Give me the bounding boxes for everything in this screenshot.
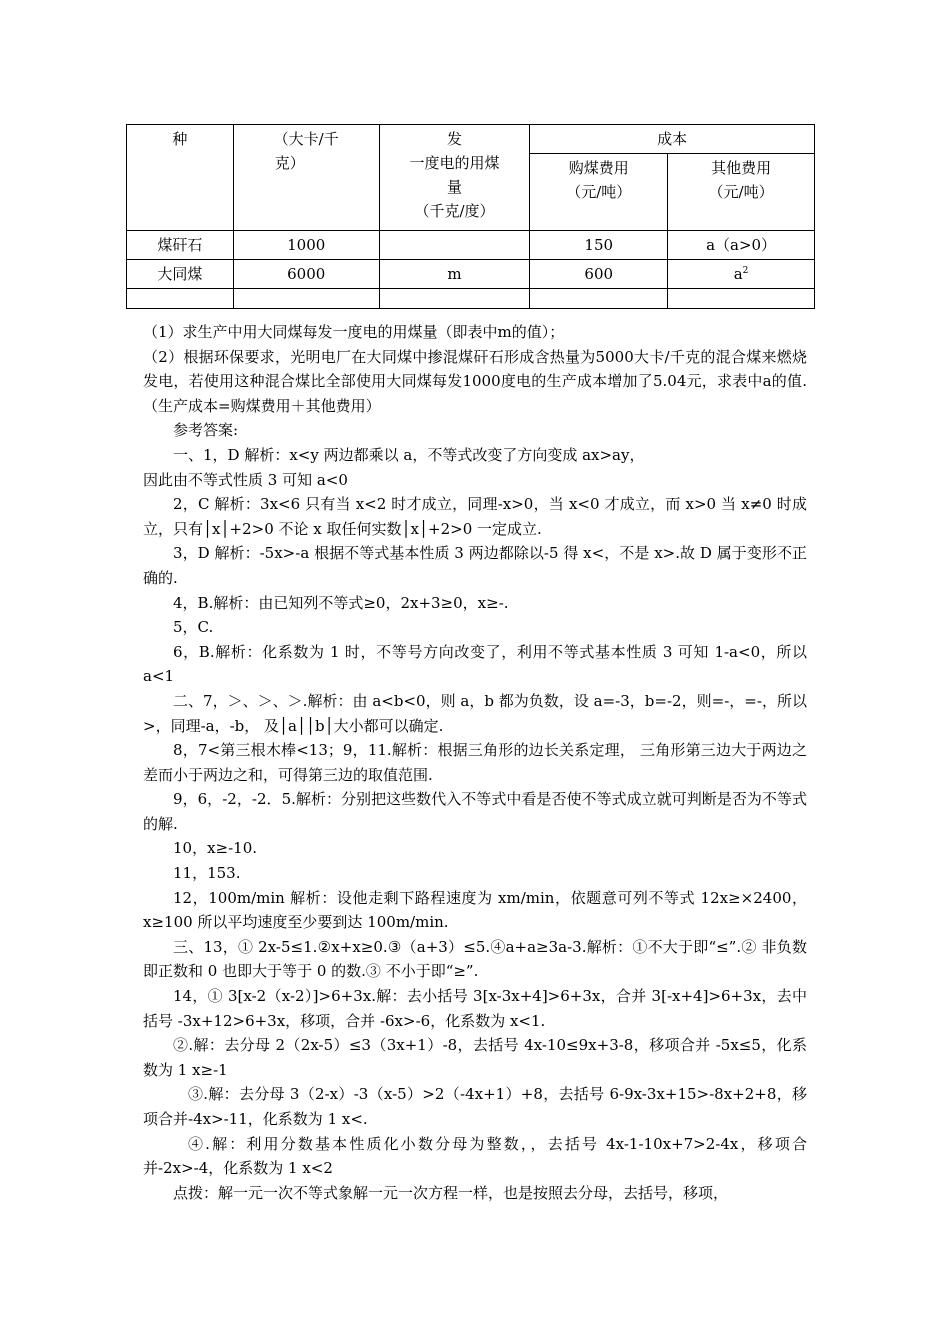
answer-paragraph: 11，153. xyxy=(173,864,241,883)
answer-paragraph: 4，B.解析：由已知列不等式≥0，2x+3≥0，x≥-. xyxy=(173,593,509,612)
table-row xyxy=(127,231,815,260)
answer-paragraph: 一、1，D 解析：x<y 两边都乘以 a，不等式改变了方向变成 ax>ay， xyxy=(173,445,645,464)
coal-cost-table xyxy=(126,124,815,309)
header-heat-value: （大卡/千 克） xyxy=(233,125,379,231)
header-coal-type: 种 xyxy=(127,125,234,231)
answer-paragraph: 5，C. xyxy=(173,618,214,637)
answer-paragraph: 三、13，① 2x-5≤1.②x+x≥0.③（a+3）≤5.④a+a≥3a-3.解析：①不大于即“≤”.② 非负数即正数和 0 也即大于等于 0 的数.③ 不小于即“≥”. xyxy=(143,937,807,981)
answer-paragraph: 3，D 解析：-5x>-a 根据不等式基本性质 3 两边都除以-5 得 x<，不是 x>.故 D 属于变形不正确的. xyxy=(143,544,807,587)
cell-buy xyxy=(530,289,668,309)
cell-buy: 150 xyxy=(530,231,668,260)
answer-paragraph: 8，7<第三根木棒<13；9，11.解析：根据三角形的边长关系定理， 三角形第三边大于两边之差而小于两边之和，可得第三边的取值范围. xyxy=(143,741,807,784)
header-other-cost: 其他费用 （元/吨） xyxy=(668,154,815,231)
header-coal-purchase-cost: 购煤费用 （元/吨） xyxy=(530,154,668,231)
answer-paragraph: 点拨：解一元一次不等式象解一元一次方程一样，也是按照去分母，去括号，移项， xyxy=(173,1183,729,1202)
answer-paragraph: 9，6，-2，-2．5.解析：分别把这些数代入不等式中看是否使不等式成立就可判断是否为不等式的解. xyxy=(143,790,807,833)
cell-name: 煤矸石 xyxy=(127,231,234,260)
answer-paragraph: 6，B.解析：化系数为 1 时，不等号方向改变了，利用不等式基本性质 3 可知 1-a<0，所以 a<1 xyxy=(143,642,807,686)
cell-other xyxy=(668,289,815,309)
answer-paragraph: ②.解：去分母 2（2x-5）≤3（3x+1）-8，去括号 4x-10≤9x+3-8，移项合并 -5x≤5，化系数为 1 x≥-1 xyxy=(143,1036,807,1079)
answer-paragraph: 10，x≥-10. xyxy=(173,839,258,858)
answer-paragraph: 12，100m/min 解析：设他走剩下路程速度为 xm/min，依题意可列不等式 12x≥×2400，x≥100 所以平均速度至少要到达 100m/min. xyxy=(143,888,807,932)
question-2: （2）根据环保要求，光明电厂在大同煤中掺混煤矸石形成含热量为5000大卡/千克的混合煤来燃烧发电，若使用这种混合煤比全部使用大同煤每发1000度电的生产成本增加了5.04元，求表中a的值.（生产成本=购煤费用＋其他费用） xyxy=(143,347,807,415)
answer-heading: 参考答案: xyxy=(173,421,239,440)
answer-paragraph: ③.解：去分母 3（2-x）-3（x-5）>2（-4x+1）+8，去括号 6-9x-3x+15>-8x+2+8，移项合并-4x>-11，化系数为 1 x<. xyxy=(143,1085,807,1128)
cell-usage xyxy=(379,289,530,309)
cell-heat: 6000 xyxy=(233,260,379,289)
answer-paragraph: 2，C 解析：3x<6 只有当 x<2 时才成立，同理-x>0，当 x<0 才成立，而 x>0 当 x≠0 时成立，只有│x│+2>0 不论 x 取任何实数│x│+2>0 一定成立. xyxy=(143,495,807,538)
header-coal-per-kwh: 发 一度电的用煤 量 （千克/度） xyxy=(379,125,530,231)
answer-paragraph: 二、7，＞、＞、＞.解析：由 a<b<0，则 a，b 都为负数，设 a=-3，b=-2，则=-，=-，所以>，同理-a，-b， 及│a││b│大小都可以确定. xyxy=(143,691,807,735)
answer-paragraph: 因此由不等式性质 3 可知 a<0 xyxy=(143,470,348,489)
answer-paragraph: 14，① 3[x-2（x-2）]>6+3x.解：去小括号 3[x-3x+4]>6+3x，合并 3[-x+4]>6+3x，去中括号 -3x+12>6+3x，移项，合并 -6x>-6，化系数为 x<1. xyxy=(143,987,807,1030)
question-1: （1）求生产中用大同煤每发一度电的用煤量（即表中m的值）； xyxy=(143,323,565,341)
table-header-row xyxy=(127,125,815,154)
answer-text-block xyxy=(143,320,807,1205)
cell-heat: 1000 xyxy=(233,231,379,260)
table-row xyxy=(127,260,815,289)
header-cost: 成本 xyxy=(530,125,815,154)
cell-other: a（a>0） xyxy=(668,231,815,260)
cell-name: 大同煤 xyxy=(127,260,234,289)
cell-heat xyxy=(233,289,379,309)
cell-name xyxy=(127,289,234,309)
cell-buy: 600 xyxy=(530,260,668,289)
cell-usage: m xyxy=(379,260,530,289)
table-row xyxy=(127,289,815,309)
cell-other: $a^2$ xyxy=(668,260,815,289)
answer-paragraph: ④.解：利用分数基本性质化小数分母为整数，，去括号 4x-1-10x+7>2-4x，移项合并-2x>-4，化系数为 1 x<2 xyxy=(143,1134,807,1178)
cell-usage xyxy=(379,231,530,260)
